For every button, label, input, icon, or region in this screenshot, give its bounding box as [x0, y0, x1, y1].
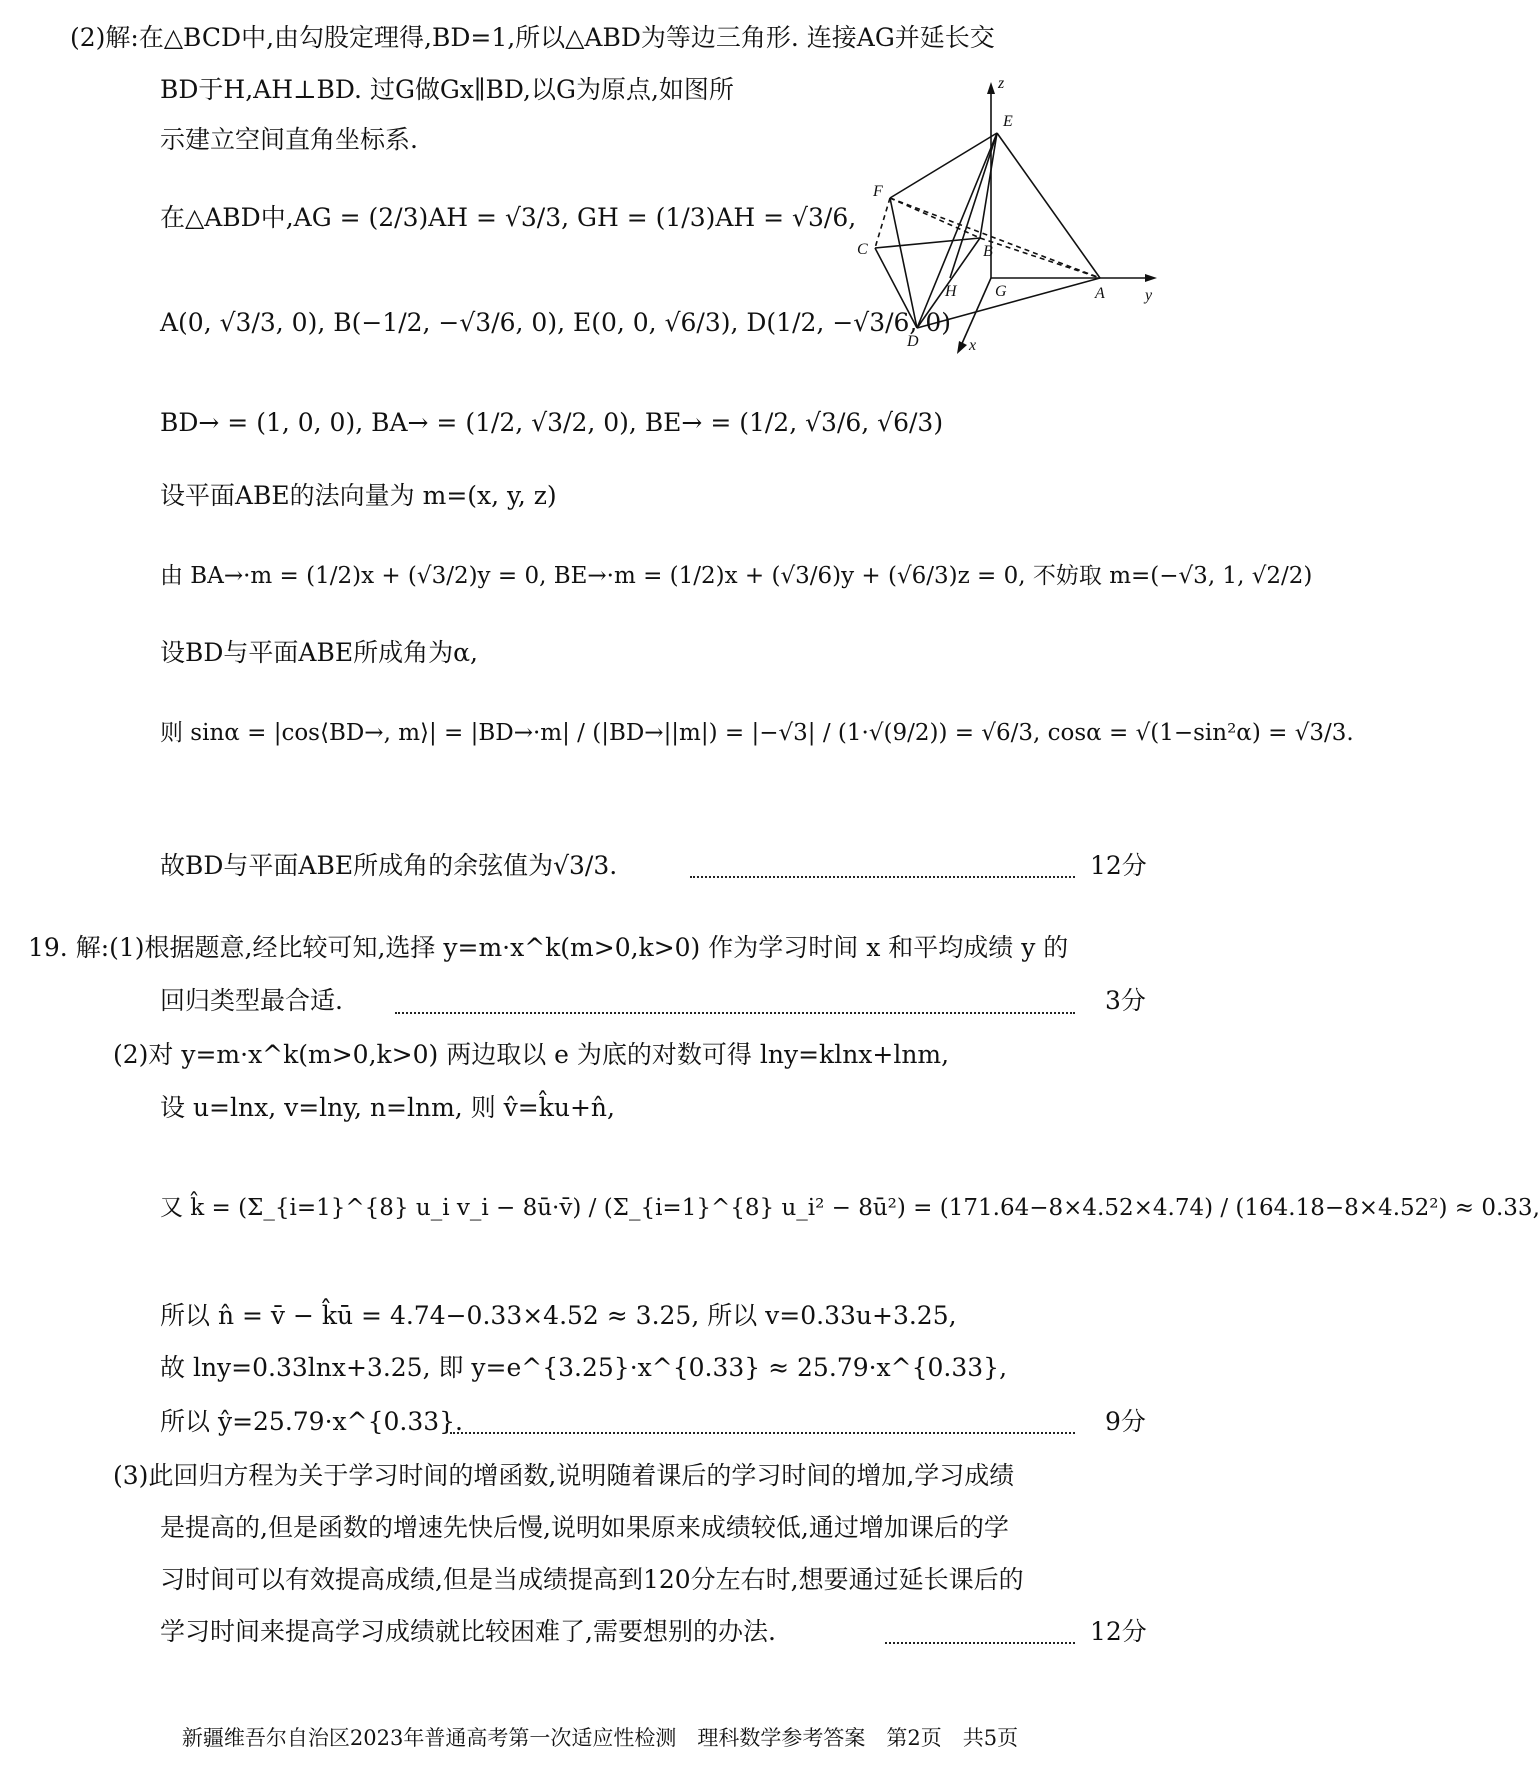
q18-vectors: BD→ = (1, 0, 0), BA→ = (1/2, √3/2, 0), BE→ = (1/2, √3/6, √6/3) — [160, 408, 944, 437]
coordinate-figure — [845, 75, 1165, 358]
q19-p3-line-2: 是提高的,但是函数的增速先快后慢,说明如果原来成绩较低,通过增加课后的学 — [160, 1513, 1009, 1542]
q19-p1-score: 3分 — [1105, 986, 1146, 1015]
q18-sin-cos: 则 sinα = |cos⟨BD→, m⟩| = |BD→·m| / (|BD→||m|) = |−√3| / (1·√(9/2)) = √6/3, cosα = √(1−sin²α) = √3/3. — [160, 720, 1354, 746]
q19-p3-line-1: (3)此回归方程为关于学习时间的增函数,说明随着课后的学习时间的增加,学习成绩 — [113, 1461, 1015, 1490]
edge-ED — [917, 133, 997, 328]
page-footer: 新疆维吾尔自治区2023年普通高考第一次适应性检测 理科数学参考答案 第2页 共5页 — [181, 1726, 1019, 1750]
q19-p3-score: 12分 — [1090, 1617, 1147, 1646]
x-arrow — [957, 341, 967, 354]
label-C: C — [857, 241, 868, 258]
q19-p2-line-4: 所以 n̂ = v̄ − k̂ū = 4.74−0.33×4.52 ≈ 3.25, 所以 v=0.33u+3.25, — [160, 1301, 957, 1330]
edge-BA — [980, 238, 1100, 278]
q18-coordinates: A(0, √3/3, 0), B(−1/2, −√3/6, 0), E(0, 0, √6/3), D(1/2, −√3/6, 0) — [160, 308, 951, 337]
edge-FB — [890, 198, 980, 238]
label-x: x — [969, 337, 977, 354]
q19-p2-line-6: 所以 ŷ=25.79·x^{0.33}. — [160, 1407, 464, 1436]
edge-EB — [980, 133, 997, 238]
label-G: G — [995, 283, 1007, 300]
label-D: D — [907, 333, 919, 350]
q18-line-2: BD于H,AH⊥BD. 过G做Gx∥BD,以G为原点,如图所 — [160, 75, 734, 104]
leader-dots — [395, 1012, 1075, 1014]
label-B: B — [983, 243, 993, 260]
q18-dot-products: 由 BA→·m = (1/2)x + (√3/2)y = 0, BE→·m = (1/2)x + (√3/6)y + (√6/3)z = 0, 不妨取 m=(−√3, 1, √2/2) — [160, 563, 1313, 589]
edge-CB — [875, 238, 980, 248]
q18-conclusion: 故BD与平面ABE所成角的余弦值为√3/3. — [160, 851, 618, 880]
q18-angle-def: 设BD与平面ABE所成角为α, — [160, 638, 478, 667]
q18-score: 12分 — [1090, 851, 1147, 880]
edge-FC — [875, 198, 890, 248]
edge-EF — [890, 133, 997, 198]
edge-FA — [890, 198, 1100, 278]
z-arrow — [987, 82, 995, 94]
q19-k-hat: 又 k̂ = (Σ_{i=1}^{8} u_i v_i − 8ū·v̄) / (Σ_{i=1}^{8} u_i² − 8ū²) = (171.64−8×4.52×4.74) / (164.18−8×4.52²) ≈ 0.33, — [160, 1195, 1540, 1221]
leader-dots — [690, 876, 1075, 878]
leader-dots — [885, 1642, 1075, 1644]
q18-line-4: 在△ABD中,AG = (2/3)AH = √3/3, GH = (1/3)AH = √3/6, — [160, 203, 857, 232]
label-y: y — [1145, 287, 1153, 304]
q18-line-1: (2)解:在△BCD中,由勾股定理得,BD=1,所以△ABD为等边三角形. 连接AG并延长交 — [70, 23, 995, 52]
edge-EA — [997, 133, 1100, 278]
label-z: z — [998, 75, 1005, 92]
q19-p2-line-1: (2)对 y=m·x^k(m>0,k>0) 两边取以 e 为底的对数可得 lny=klnx+lnm, — [113, 1040, 950, 1069]
label-H: H — [945, 283, 957, 300]
q19-p1-line-1: 19. 解:(1)根据题意,经比较可知,选择 y=m·x^k(m>0,k>0) 作为学习时间 x 和平均成绩 y 的 — [28, 933, 1069, 962]
q19-p3-line-3: 习时间可以有效提高成绩,但是当成绩提高到120分左右时,想要通过延长课后的 — [160, 1565, 1024, 1594]
q18-normal-vector: 设平面ABE的法向量为 m=(x, y, z) — [160, 481, 557, 510]
q19-p1-line-2: 回归类型最合适. — [160, 986, 343, 1015]
q19-p3-line-4: 学习时间来提高学习成绩就比较困难了,需要想别的办法. — [160, 1617, 776, 1646]
q19-p2-line-5: 故 lny=0.33lnx+3.25, 即 y=e^{3.25}·x^{0.33} ≈ 25.79·x^{0.33}, — [160, 1353, 1008, 1382]
q19-p2-line-2: 设 u=lnx, v=lny, n=lnm, 则 v̂=k̂u+n̂, — [160, 1093, 615, 1122]
label-A: A — [1095, 285, 1105, 302]
q18-line-3: 示建立空间直角坐标系. — [160, 125, 418, 154]
label-F: F — [873, 183, 883, 200]
q19-p2-score: 9分 — [1105, 1407, 1146, 1436]
edge-FD — [890, 198, 917, 328]
y-arrow — [1145, 274, 1157, 282]
leader-dots — [450, 1432, 1075, 1434]
edge-CD — [875, 248, 917, 328]
label-E: E — [1003, 113, 1013, 130]
